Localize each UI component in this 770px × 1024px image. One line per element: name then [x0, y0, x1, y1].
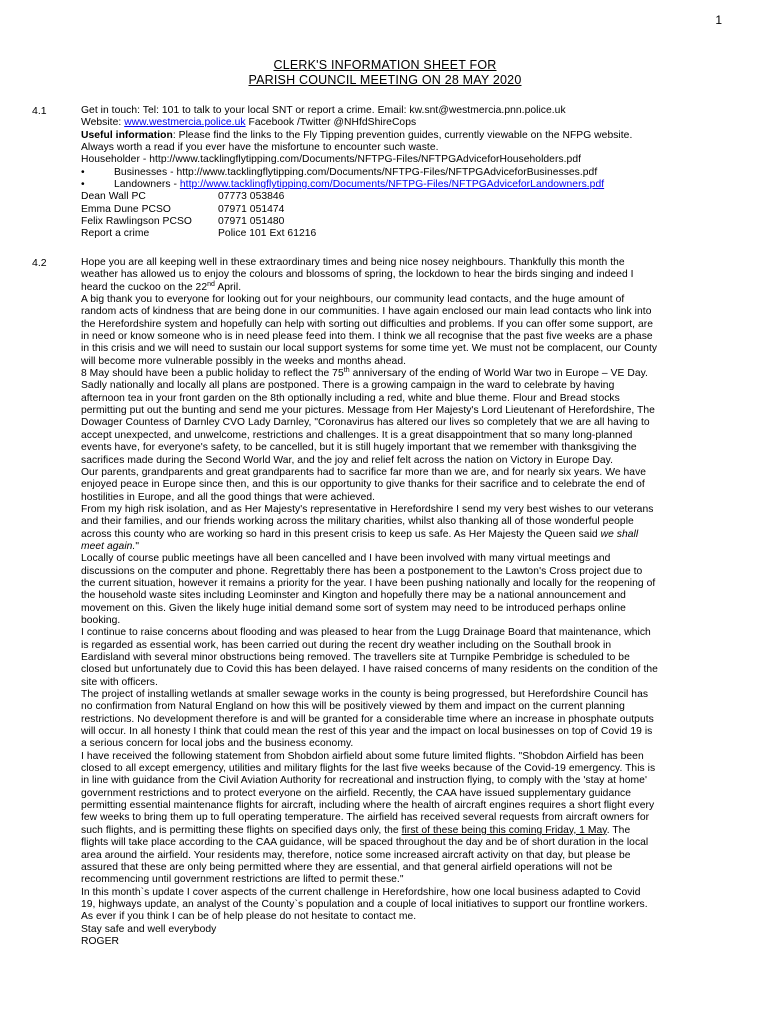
text-line: Locally of course public meetings have all been cancelled and I have been involved with many virtual meetings and — [81, 553, 611, 565]
text-line: government restrictions and to protect everyone on the airfield. Recently, the CAA have issued supplementary guidance — [81, 787, 631, 799]
title-line-2: PARISH COUNCIL MEETING ON 28 MAY 2020 — [248, 72, 522, 87]
title-line-1: CLERK'S INFORMATION SHEET FOR — [273, 58, 497, 72]
text-line: few weeks to bring them up to full operating temperature. The airfield has received several requests from aircraft owners for — [81, 812, 650, 824]
text-line: permitting essential maintenance flights for aircraft, including where the health of aircraft engines requires a short flight every — [81, 800, 655, 812]
text-line: 8 May should have been a public holiday to reflect the 75th anniversary of the ending of World War two in Europe – VE Day. — [81, 367, 648, 380]
text-line: is regarded as essential work, has been carried out during the recent dry weather including on the Southall brook in — [81, 639, 612, 651]
text-line: in this crisis and we will need to sustain our local support systems for some time yet. We must not be complacent, our County — [81, 343, 658, 355]
document-title — [0, 58, 770, 87]
text-line: assured that these are only being permitted where they are essential, and that general airfield operations will not be — [81, 861, 613, 873]
section-4-2 — [81, 257, 731, 948]
bullet-icon: • — [81, 179, 85, 191]
text-line: area around the airfield. Your residents may, therefore, notice some increased aircraft activity on that day, but please be — [81, 849, 631, 861]
text-line: will occur. In all honesty I think that could mean the rest of this year and the impact on local businesses on top of Covid 19 is — [81, 726, 653, 738]
text-line: site with officers. — [81, 676, 158, 688]
text-line: no confirmation from Natural England on how this will be positively viewed by them and impact on the current planning — [81, 701, 625, 713]
text-line: random acts of kindness that are being done in our communities. I have again enclosed our main lead contacts who link into — [81, 306, 652, 318]
text-line: heard the cuckoo on the 22nd April. — [81, 280, 242, 293]
text-line: a serious concern for local jobs and the business economy. — [81, 738, 354, 750]
text-line: sacrifices made during the Second World War, and the joy and relief felt across the nation on Victory in Europe Day. — [81, 454, 613, 466]
landowners-link[interactable]: http://www.tacklingflytipping.com/Documents/NFTPG-Files/NFTPGAdviceforLandowners.pdf — [179, 179, 605, 191]
useful-info-line: Useful information: Please find the links to the Fly Tipping prevention guides, currently viewable on the NFPG website. — [81, 129, 633, 141]
text-line: restrictions. No development therefore is and will be granted for a considerable time where an increase in phosphate outputs — [81, 713, 654, 725]
text-line: From my high risk isolation, and as Her Majesty's representative in Herefordshire I send my very best wishes to our veterans — [81, 503, 654, 515]
text-line: and their families, and our friends working across the military charities, whilst also thanking all of those wonderful people — [81, 516, 634, 528]
text-line: closed to all except emergency, utilities and military flights for the last five weeks because of the Covid-19 emergency. This is — [81, 763, 656, 775]
text-line: movement on this. Given the likely huge initial demand some sort of system may need to be introduced perhaps online — [81, 602, 626, 614]
text-line: In this month`s update I cover aspects of the current challenge in Herefordshire, how one local business adapted to Covid — [81, 886, 641, 898]
contact-row: Emma Dune PCSO 07971 051474 — [81, 203, 285, 215]
text-line: Dowager Countess of Darnley CVO Lady Darnley, "Coronavirus has altered our lives so completely that we are all having to — [81, 417, 650, 429]
text-line: discussions on the computer and phone. Regrettably there has been a postponement to the Lawton's Cross project due to — [81, 565, 643, 577]
text-line: 19, highways update, an analyst of the County`s population and a couple of local initiatives to support our frontline workers. — [81, 898, 648, 910]
text-line: the household waste sites including Leominster and Kington and hopefully there may be a national announcement and — [81, 590, 626, 602]
landowners-line: • Landowners - http://www.tacklingflytipping.com/Documents/NFTPG-Files/NFTPGAdviceforLandowners.pdf — [81, 179, 605, 191]
businesses-line: • Businesses - http://www.tacklingflytipping.com/Documents/NFTPG-Files/NFTPGAdviceforBusinesses.pdf — [81, 166, 598, 178]
text-line: Hope you are all keeping well in these extraordinary times and being nice nosey neighbours. Thankfully this month the — [81, 257, 625, 268]
text-line: Eardisland with several minor obstructions being removed. The travellers site at Turnpike Pembridge is scheduled to be — [81, 652, 630, 663]
text-line: Sadly nationally and locally all plans are postponed. There is a growing campaign in the ward to celebrate by having — [81, 380, 615, 392]
text-line: Our parents, grandparents and great grandparents had to sacrifice far more than we are, and for nearly six years. We have — [81, 466, 647, 478]
text-line: the Herefordshire system and hopefully can help with sorting out difficulties and problems. If you can offer some support, are — [81, 318, 653, 330]
text-line: across this county who are working so hard in this present crisis to keep us safe. As Her Majesty the Queen said we shall — [81, 528, 639, 540]
text-line: Stay safe and well everybody — [81, 923, 217, 935]
section-4-1 — [81, 105, 731, 241]
text-line: meet again." — [81, 540, 140, 552]
text-line: in need or know someone who is in need please feed into them. I think we all recognise that the past five weeks are a phase — [81, 331, 653, 343]
bullet-icon: • — [81, 166, 85, 178]
text-line: closed but unfortunately due to Covid this has been delayed. I have raised concerns of many residents on the condition of the — [81, 664, 658, 676]
text-line: weather has allowed us to enjoy the colours and blossoms of spring, the lockdown to hear the birds singing and indeed I — [81, 269, 634, 281]
section-number-4-2: 4.2 — [32, 257, 47, 269]
text-line: I have received the following statement from Shobdon airfield about some future limited flights. "Shobdon Airfield has been — [81, 750, 644, 762]
contact-row: Dean Wall PC 07773 053846 — [81, 191, 285, 203]
text-line: the current situation, however it remains a priority for the year. I have been pushing nationally and locally for the reopening of — [81, 577, 656, 589]
signature-name: ROGER — [81, 935, 120, 947]
always-line: Always worth a read if you ever have the misfortune to encounter such waste. — [81, 142, 439, 154]
text-line: enjoyed peace in Europe since then, and this is our opportunity to give thanks for their sacrifice and to celebrate the end of — [81, 479, 645, 491]
text-line: will become more vulnerable possibly in the weeks and months ahead. — [81, 355, 407, 367]
contact-line: Get in touch: Tel: 101 to talk to your local SNT or report a crime. Email: kw.snt@westmercia.pnn.police.uk — [81, 105, 566, 116]
text-line: such flights, and is permitting these flights on specified days only, the first of these being this coming Friday, 1 May. The — [81, 824, 631, 836]
contact-row: Report a crime Police 101 Ext 61216 — [81, 228, 317, 240]
text-line: The project of installing wetlands at smaller sewage works in the county is being progressed, but Herefordshire Council has — [81, 689, 649, 701]
text-line: accept unexpected, and unwelcome, restrictions and challenges. It is a great disappointment that so many long-planned — [81, 429, 633, 441]
text-line: in line with guidance from the Civil Aviation Authority for recreational and instruction flying, to comply with the 'stay at home' — [81, 775, 647, 787]
text-line: booking. — [81, 614, 121, 626]
text-line: As ever if you think I can be of help please do not hesitate to contact me. — [81, 911, 417, 923]
text-line: flights will take place according to the CAA guidance, will be spaced throughout the day and be of short duration in the local — [81, 837, 649, 849]
section-number-4-1: 4.1 — [32, 105, 47, 117]
text-line: hostilities in Europe, and all the good things that were achieved. — [81, 491, 376, 503]
text-line: afternoon tea in your front garden on the 8th optionally including a red, white and blue theme. Flour and Bread stocks — [81, 392, 620, 404]
text-line: recommencing until government restrictions are lifted to permit these." — [81, 874, 404, 886]
website-line: Website: www.westmercia.police.uk Facebook /Twitter @NHfdShireCops — [81, 117, 417, 129]
website-link[interactable]: www.westmercia.police.uk — [124, 117, 246, 129]
page-number: 1 — [715, 13, 722, 27]
contact-row: Felix Rawlingson PCSO 07971 051480 — [81, 216, 285, 228]
text-line: I continue to raise concerns about flooding and was pleased to hear from the Lugg Drainage Board that maintenance, which — [81, 627, 651, 639]
text-line: A big thank you to everyone for looking out for your neighbours, our community lead contacts, and the huge amount of — [81, 294, 625, 306]
useful-info-label: Useful information — [81, 129, 173, 141]
householder-line: Householder - http://www.tacklingflytipping.com/Documents/NFTPG-Files/NFTPGAdviceforHouseholders.pdf — [81, 154, 582, 166]
text-line: permitting put out the bunting and send me your pictures. Message from Her Majesty's Lord Lieutenant of Herefordshire, The — [81, 405, 655, 417]
text-line: events have, for everyone's safety, to be cancelled, but it is still hugely important that we remember with thanksgiving the — [81, 442, 637, 454]
